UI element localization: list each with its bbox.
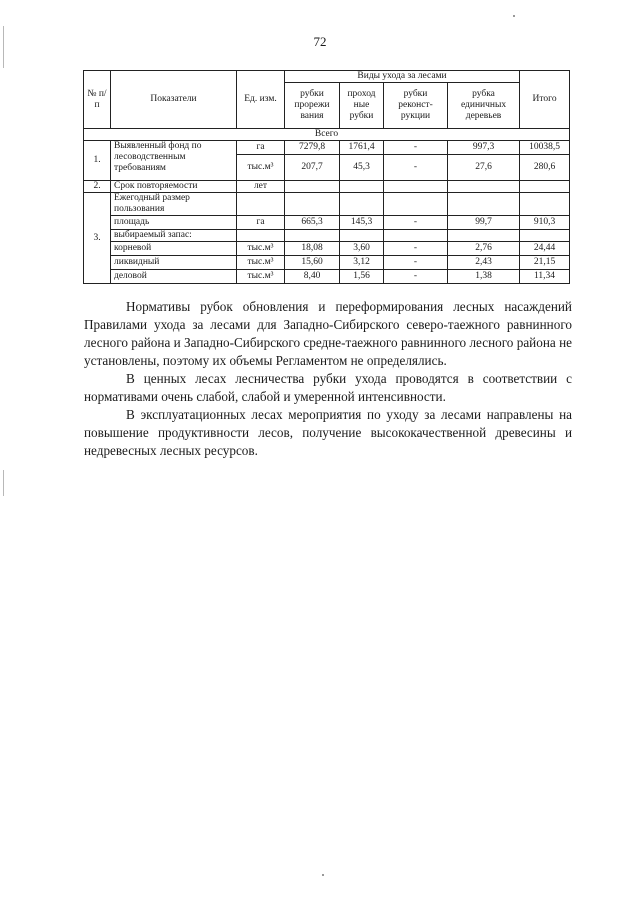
empty-cell [340, 230, 384, 242]
cell: 145,3 [340, 216, 384, 230]
row-3-business-unit: тыс.м³ [237, 270, 285, 284]
cell: 910,3 [520, 216, 570, 230]
row-3-title-text: Ежегодный размер пользования [111, 193, 237, 216]
row-3-liquid [84, 256, 570, 270]
cell: 45,3 [340, 155, 384, 181]
cell: - [384, 256, 448, 270]
empty-cell [285, 193, 340, 216]
row-1-name: Выявленный фонд по лесоводственным требованиям [111, 141, 237, 181]
empty-cell [448, 193, 520, 216]
row-1a [84, 141, 570, 155]
empty-cell [237, 193, 285, 216]
cell: 207,7 [285, 155, 340, 181]
empty-cell [384, 193, 448, 216]
row-3-stock-label [84, 230, 570, 242]
paragraph-1: Нормативы рубок обновления и переформирования лесных насаждений Правилами ухода за лесами для Западно-Сибирского северо-таежного равнинного лесного района и Западно-Сибирского средне-таежного равнинного лесного района не установлены, поэтому их объемы Регламентом не определялись. [84, 299, 572, 368]
cell: - [384, 216, 448, 230]
total-label-row [84, 129, 570, 141]
cell: 3,12 [340, 256, 384, 270]
header-sub-reconstruction: рубки реконст- рукции [384, 83, 448, 129]
cell: - [384, 155, 448, 181]
row-1-unit-volume: тыс.м³ [237, 155, 285, 181]
total-label: Всего [84, 129, 570, 141]
cell: 2,43 [448, 256, 520, 270]
row-3-liquid-name: ликвидный [111, 256, 237, 270]
row-3-root-name: корневой [111, 242, 237, 256]
row-3-area-unit: га [237, 216, 285, 230]
empty-cell [520, 230, 570, 242]
header-sub-thinning: рубки прорежи вания [285, 83, 340, 129]
forest-care-table [83, 70, 570, 284]
empty-cell [448, 181, 520, 193]
row-3-liquid-unit: тыс.м³ [237, 256, 285, 270]
row-2-name: Срок повторяемости [111, 181, 237, 193]
empty-cell [340, 193, 384, 216]
cell: 24,44 [520, 242, 570, 256]
empty-cell [384, 230, 448, 242]
empty-cell [237, 230, 285, 242]
cell: 1761,4 [340, 141, 384, 155]
row-3-root-unit: тыс.м³ [237, 242, 285, 256]
row-3-area-name: площадь [111, 216, 237, 230]
header-unit: Ед. изм. [237, 71, 285, 129]
header-row-1 [84, 71, 570, 83]
cell: 8,40 [285, 270, 340, 284]
paragraph-3: В эксплуатационных лесах мероприятия по уходу за лесами направлены на повышение продуктивности лесов, получение высококачественной древесины и недревесных лесных ресурсов. [84, 407, 572, 458]
empty-cell [520, 193, 570, 216]
row-2 [84, 181, 570, 193]
row-1-unit-ha: га [237, 141, 285, 155]
row-1-num: 1. [84, 141, 111, 181]
paragraph-2: В ценных лесах лесничества рубки ухода проводятся в соответствии с нормативами очень слабой, слабой и умеренной интенсивности. [84, 371, 572, 404]
margin-mark-middle [3, 470, 4, 496]
empty-cell [448, 230, 520, 242]
row-3-stock-label-text: выбираемый запас: [111, 230, 237, 242]
cell: 15,60 [285, 256, 340, 270]
row-2-num: 2. [84, 181, 111, 193]
row-3-title [84, 193, 570, 216]
cell: 1,56 [340, 270, 384, 284]
empty-cell [340, 181, 384, 193]
empty-cell [384, 181, 448, 193]
row-2-unit: лет [237, 181, 285, 193]
cell: 10038,5 [520, 141, 570, 155]
header-sub-passage: проход ные рубки [340, 83, 384, 129]
empty-cell [285, 181, 340, 193]
scan-speck [513, 15, 515, 17]
cell: 99,7 [448, 216, 520, 230]
header-indicators: Показатели [111, 71, 237, 129]
cell: - [384, 141, 448, 155]
row-3-root [84, 242, 570, 256]
cell: 27,6 [448, 155, 520, 181]
cell: 11,34 [520, 270, 570, 284]
cell: 280,6 [520, 155, 570, 181]
row-3-area [84, 216, 570, 230]
cell: - [384, 242, 448, 256]
cell: - [384, 270, 448, 284]
row-3-num: 3. [84, 193, 111, 284]
cell: 18,08 [285, 242, 340, 256]
row-3-business-name: деловой [111, 270, 237, 284]
scan-speck [322, 874, 324, 876]
cell: 21,15 [520, 256, 570, 270]
cell: 7279,8 [285, 141, 340, 155]
row-3-business [84, 270, 570, 284]
header-sub-single-trees: рубка единичных деревьев [448, 83, 520, 129]
page-number: 72 [313, 34, 327, 49]
header-num: № п/п [84, 71, 111, 129]
cell: 665,3 [285, 216, 340, 230]
header-care-types: Виды ухода за лесами [285, 71, 520, 83]
cell: 3,60 [340, 242, 384, 256]
header-total: Итого [520, 71, 570, 129]
empty-cell [520, 181, 570, 193]
cell: 1,38 [448, 270, 520, 284]
cell: 2,76 [448, 242, 520, 256]
body-text [84, 298, 572, 460]
cell: 997,3 [448, 141, 520, 155]
empty-cell [285, 230, 340, 242]
